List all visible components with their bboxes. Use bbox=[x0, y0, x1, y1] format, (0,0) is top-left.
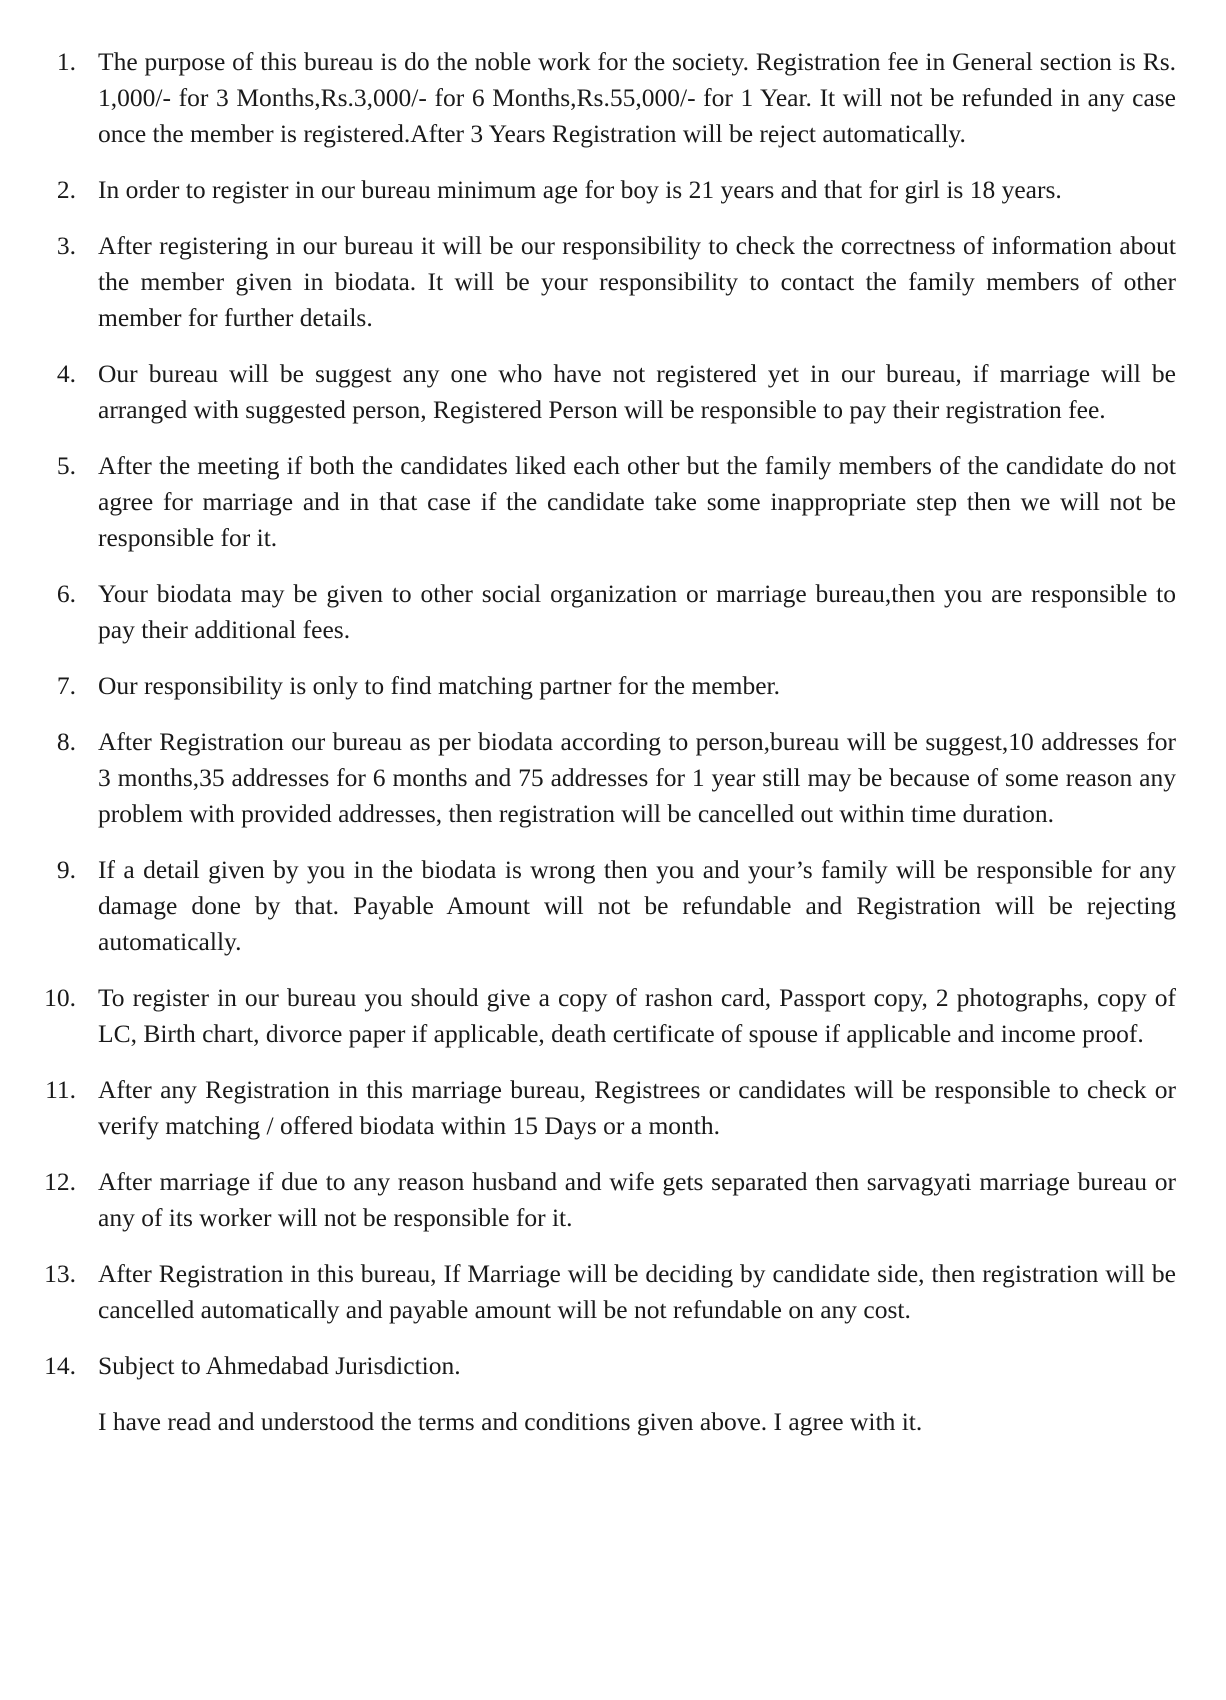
term-text: After any Registration in this marriage bureau, Registrees or candidates will be responsible to check or verify matching / offered biodata within 15 Days or a month. bbox=[98, 1075, 1176, 1140]
term-number: 13. bbox=[44, 1259, 76, 1288]
term-text: After the meeting if both the candidates liked each other but the family members of the candidate do not agree for marriage and in that case if the candidate take some inappropriate step then we will not be responsible for it. bbox=[98, 451, 1176, 552]
term-number: 6. bbox=[56, 579, 76, 608]
term-text: After Registration our bureau as per biodata according to person,bureau will be suggest,10 addresses for 3 months,35 addresses for 6 months and 75 addresses for 1 year still may be because of some reason any problem with provided addresses, then registration will be cancelled out within time duration. bbox=[98, 727, 1176, 828]
term-item bbox=[0, 1072, 1226, 1144]
term-item bbox=[0, 576, 1226, 648]
term-number: 10. bbox=[44, 983, 76, 1012]
term-item bbox=[0, 1256, 1226, 1328]
agreement-statement: I have read and understood the terms and conditions given above. I agree with it. bbox=[98, 1407, 923, 1436]
term-number: 8. bbox=[56, 727, 76, 756]
term-number: 9. bbox=[56, 855, 76, 884]
term-text: Our bureau will be suggest any one who have not registered yet in our bureau, if marriage will be arranged with suggested person, Registered Person will be responsible to pay their registration fee. bbox=[98, 359, 1176, 424]
term-number: 7. bbox=[56, 671, 76, 700]
term-item bbox=[0, 724, 1226, 832]
term-text: After Registration in this bureau, If Marriage will be deciding by candidate side, then registration will be cancelled automatically and payable amount will be not refundable on any cost. bbox=[98, 1259, 1176, 1324]
term-text: To register in our bureau you should give a copy of rashon card, Passport copy, 2 photographs, copy of LC, Birth chart, divorce paper if applicable, death certificate of spouse if applicable and income proof. bbox=[98, 983, 1176, 1048]
term-item bbox=[0, 980, 1226, 1052]
term-text: Subject to Ahmedabad Jurisdiction. bbox=[98, 1351, 461, 1380]
term-text: In order to register in our bureau minimum age for boy is 21 years and that for girl is 18 years. bbox=[98, 175, 1062, 204]
term-text: After registering in our bureau it will be our responsibility to check the correctness of information about the member given in biodata. It will be your responsibility to contact the family members of other member for further details. bbox=[98, 231, 1176, 332]
term-item bbox=[0, 356, 1226, 428]
term-item bbox=[0, 448, 1226, 556]
term-number: 3. bbox=[56, 231, 76, 260]
term-text: Our responsibility is only to find matching partner for the member. bbox=[98, 671, 780, 700]
term-item bbox=[0, 668, 1226, 704]
term-item bbox=[0, 44, 1226, 152]
term-item bbox=[0, 852, 1226, 960]
term-number: 5. bbox=[56, 451, 76, 480]
term-number: 11. bbox=[45, 1075, 76, 1104]
term-item bbox=[0, 172, 1226, 208]
term-text: After marriage if due to any reason husband and wife gets separated then sarvagyati marriage bureau or any of its worker will not be responsible for it. bbox=[98, 1167, 1176, 1232]
term-item bbox=[0, 1164, 1226, 1236]
term-item bbox=[0, 228, 1226, 336]
terms-document bbox=[0, 44, 1226, 1440]
term-text: If a detail given by you in the biodata is wrong then you and your’s family will be responsible for any damage done by that. Payable Amount will not be refundable and Registration will be rejecting automatically. bbox=[98, 855, 1176, 956]
term-text: Your biodata may be given to other social organization or marriage bureau,then you are responsible to pay their additional fees. bbox=[98, 579, 1176, 644]
term-item bbox=[0, 1348, 1226, 1384]
term-number: 2. bbox=[56, 175, 76, 204]
term-text: The purpose of this bureau is do the noble work for the society. Registration fee in General section is Rs. 1,000/- for 3 Months,Rs.3,000/- for 6 Months,Rs.55,000/- for 1 Year. It will not be refunded in any case once the member is registered.After 3 Years Registration will be reject automatically. bbox=[98, 47, 1176, 148]
term-number: 14. bbox=[44, 1351, 76, 1380]
term-number: 12. bbox=[44, 1167, 76, 1196]
term-number: 1. bbox=[56, 47, 76, 76]
terms-list bbox=[0, 44, 1226, 1384]
term-number: 4. bbox=[56, 359, 76, 388]
